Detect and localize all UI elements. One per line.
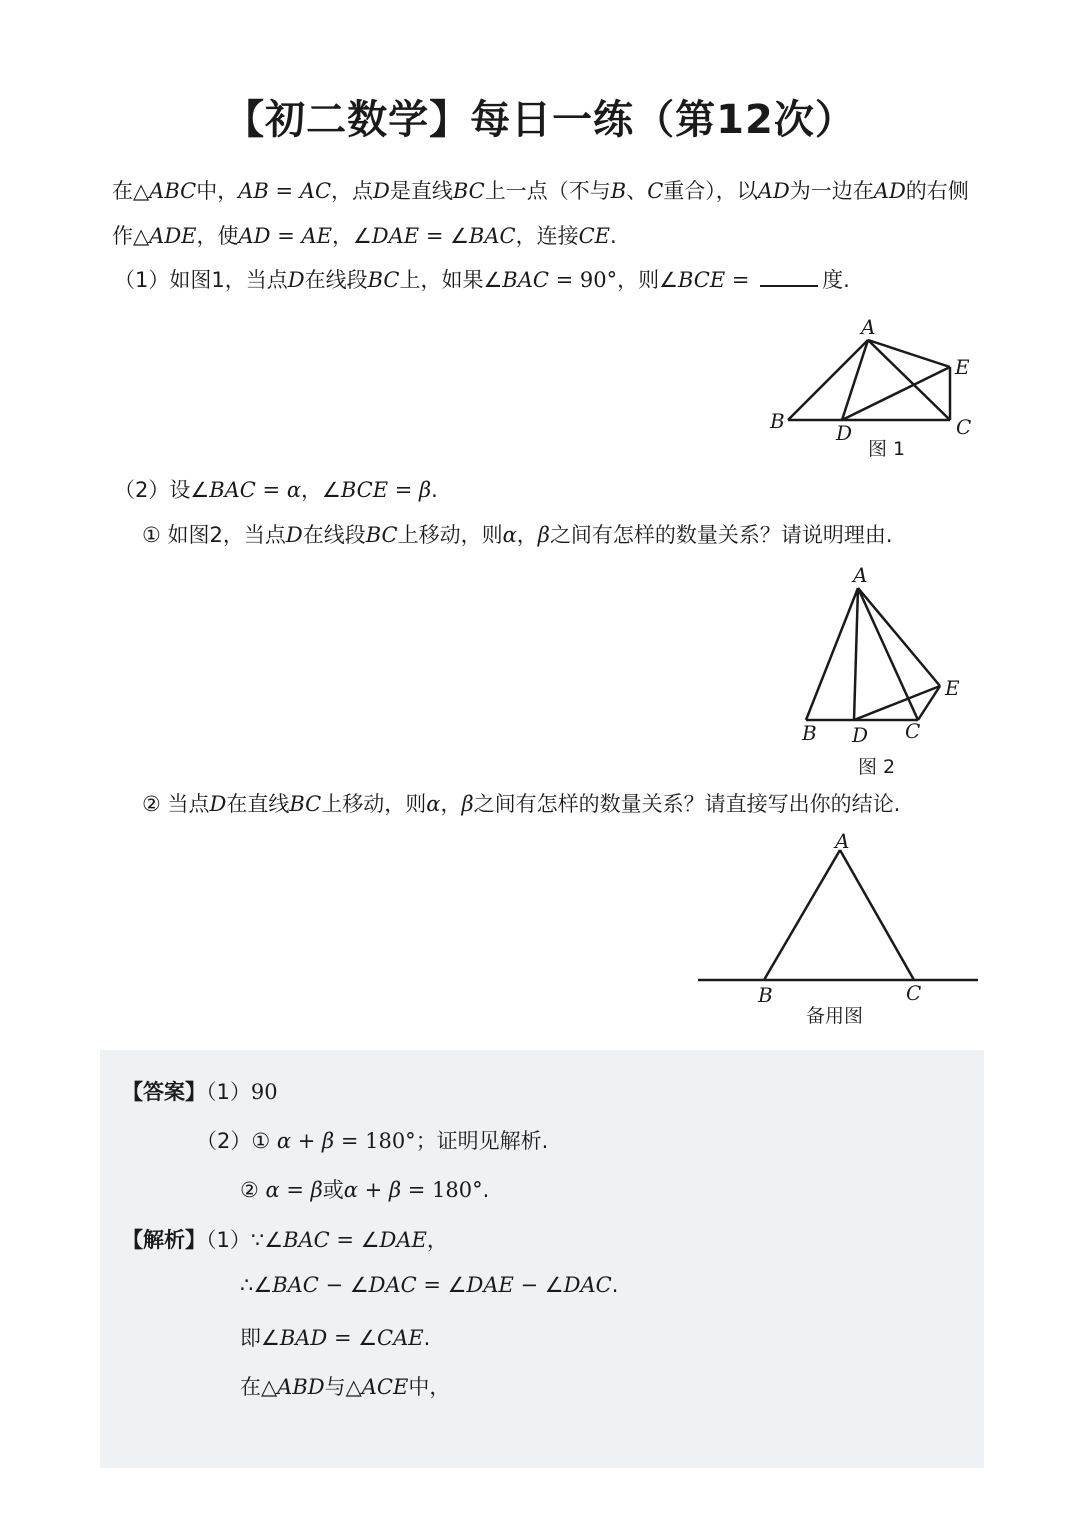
math-symbol: α — [426, 792, 441, 816]
text-segment: . — [423, 1326, 431, 1350]
text-segment: = — [416, 1273, 448, 1297]
text-segment: 上一点（不与 — [484, 179, 611, 203]
point-label-a: A — [835, 829, 850, 853]
math-symbol: D — [285, 523, 303, 547]
text-segment: 在△ — [240, 1375, 278, 1399]
math-symbol: AD — [873, 179, 906, 203]
point-label-b: B — [770, 409, 785, 433]
math-symbol: AD — [238, 224, 271, 248]
math-symbol: DAE — [379, 1228, 427, 1252]
text-segment: （1）如图1，当点 — [114, 268, 288, 292]
text-segment: 在直线 — [226, 792, 290, 816]
text-segment: ∠ — [349, 1273, 369, 1297]
solution-line-1 — [122, 1224, 448, 1254]
point-label-b: B — [758, 983, 773, 1007]
text-segment: 与△ — [324, 1375, 362, 1399]
math-symbol: D — [287, 268, 305, 292]
math-symbol: D — [373, 179, 390, 203]
text-segment: = — [255, 478, 287, 502]
section-tag: 【解析】 — [122, 1228, 206, 1252]
math-symbol: α — [502, 523, 517, 547]
text-segment: 的右侧 — [905, 179, 969, 203]
text-segment: 上移动，则 — [321, 792, 427, 816]
text-segment: 作△ — [112, 224, 150, 248]
text-segment: = — [419, 224, 451, 248]
text-segment: + — [357, 1178, 389, 1202]
text-segment: （2）① — [196, 1129, 277, 1153]
text-segment: ，点 — [331, 179, 374, 203]
text-segment: . — [610, 224, 617, 248]
text-segment: ② 当点 — [142, 792, 210, 816]
math-symbol: BC — [289, 792, 322, 816]
text-segment: 重合），以 — [663, 179, 758, 203]
text-segment: ，使 — [196, 224, 239, 248]
math-symbol: BAC — [283, 1228, 330, 1252]
math-symbol: β — [322, 1129, 335, 1153]
point-label-c: C — [956, 415, 972, 439]
text-segment: = — [279, 1178, 311, 1202]
text-segment: ，∠ — [331, 224, 372, 248]
text-segment: ， — [426, 1228, 448, 1252]
math-symbol: β — [310, 1178, 323, 1202]
figure-2-diagram — [790, 560, 980, 750]
text-segment: . — [431, 478, 438, 502]
text-segment: 上，如果∠ — [399, 268, 503, 292]
figure-2-caption: 图 2 — [858, 756, 896, 778]
question-part-2-2 — [142, 788, 900, 818]
math-symbol: DAC — [368, 1273, 417, 1297]
math-symbol: β — [419, 478, 432, 502]
section-tag: 【答案】 — [122, 1080, 206, 1104]
math-symbol: CAE — [377, 1326, 424, 1350]
text-segment: （1） — [206, 1080, 251, 1104]
point-label-a: A — [861, 315, 876, 339]
text-segment: = 180° — [401, 1178, 483, 1202]
figure-1-caption: 图 1 — [868, 438, 906, 460]
text-segment: 、 — [626, 179, 648, 203]
math-symbol: BAC — [468, 224, 516, 248]
math-symbol: BAC — [209, 478, 256, 502]
text-segment: 是直线 — [389, 179, 453, 203]
text-segment: . — [482, 1178, 490, 1202]
text-segment: ；证明见解析. — [415, 1129, 549, 1153]
text-segment: 度. — [822, 268, 850, 292]
point-label-c: C — [905, 719, 921, 743]
text-segment: ∠ — [450, 224, 469, 248]
text-segment: − — [513, 1273, 545, 1297]
math-symbol: C — [647, 179, 664, 203]
math-symbol: β — [388, 1178, 402, 1202]
math-symbol: BAD — [279, 1326, 328, 1350]
math-symbol: AD — [757, 179, 790, 203]
figure-3 — [696, 826, 980, 1006]
question-part-1 — [114, 264, 850, 294]
text-segment: = — [329, 1228, 361, 1252]
math-symbol: AB — [238, 179, 269, 203]
math-symbol: ACE — [361, 1375, 409, 1399]
math-symbol: BC — [452, 179, 485, 203]
page-title: 【初二数学】每日一练（第12次） — [224, 97, 856, 143]
solution-line-4 — [240, 1371, 450, 1401]
math-symbol: BC — [367, 268, 400, 292]
text-segment: = — [725, 268, 757, 292]
text-segment: ② — [240, 1178, 266, 1202]
figure-3-caption: 备用图 — [806, 1005, 864, 1027]
text-segment: ∠ — [447, 1273, 467, 1297]
text-segment: （2）设∠ — [114, 478, 210, 502]
answer-panel — [100, 1050, 984, 1468]
math-symbol: AC — [299, 179, 332, 203]
text-segment: ∴∠ — [240, 1273, 273, 1297]
math-symbol: BC — [365, 523, 398, 547]
math-symbol: D — [209, 792, 227, 816]
question-part-2 — [114, 474, 438, 504]
text-segment: ， — [516, 523, 538, 547]
text-segment: 上移动，则 — [397, 523, 503, 547]
problem-intro-line-2 — [112, 220, 617, 250]
text-segment: 中， — [408, 1375, 451, 1399]
math-symbol: CE — [578, 224, 610, 248]
math-symbol: AE — [301, 224, 332, 248]
problem-intro-line-1 — [112, 175, 969, 205]
point-label-d: D — [852, 723, 869, 747]
text-segment: ，∠ — [301, 478, 341, 502]
answer-line-1 — [122, 1076, 278, 1106]
math-symbol: β — [537, 523, 550, 547]
math-symbol: BCE — [340, 478, 389, 502]
math-symbol: α — [265, 1178, 280, 1202]
answer-blank — [760, 267, 818, 287]
text-segment: 或 — [322, 1178, 344, 1202]
solution-line-3 — [240, 1322, 430, 1352]
point-label-e: E — [945, 676, 960, 700]
text-segment: − — [318, 1273, 350, 1297]
point-label-a: A — [853, 563, 868, 587]
text-segment: 之间有怎样的数量关系？请直接写出你的结论. — [473, 792, 901, 816]
text-segment: 之间有怎样的数量关系？请说明理由. — [549, 523, 893, 547]
math-symbol: α — [286, 478, 301, 502]
math-symbol: α — [276, 1129, 292, 1153]
text-segment: 为一边在 — [789, 179, 874, 203]
math-symbol: BCE — [677, 268, 726, 292]
math-symbol: B — [610, 179, 627, 203]
text-segment: ， — [440, 792, 462, 816]
text-segment: 在△ — [112, 179, 150, 203]
text-segment: 即∠ — [240, 1326, 280, 1350]
text-segment: = — [268, 179, 300, 203]
math-symbol: ADE — [149, 224, 197, 248]
math-symbol: BAC — [272, 1273, 319, 1297]
text-segment: ，连接 — [515, 224, 579, 248]
math-symbol: DAE — [371, 224, 420, 248]
text-segment: = — [270, 224, 302, 248]
answer-line-2 — [196, 1125, 548, 1155]
text-segment: 中， — [196, 179, 239, 203]
text-segment: ∠ — [544, 1273, 564, 1297]
math-symbol: ABC — [149, 179, 197, 203]
question-part-2-1 — [142, 519, 893, 549]
text-segment: = — [388, 478, 420, 502]
text-segment: . — [611, 1273, 619, 1297]
math-symbol: BAC — [502, 268, 549, 292]
math-symbol: DAC — [563, 1273, 612, 1297]
math-symbol: α — [343, 1178, 358, 1202]
math-symbol: β — [461, 792, 474, 816]
figure-3-diagram — [696, 826, 980, 1006]
text-segment: 90 — [250, 1080, 278, 1104]
solution-line-2 — [240, 1273, 618, 1297]
text-segment: = — [327, 1326, 359, 1350]
text-segment: ∠ — [360, 1228, 380, 1252]
point-label-d: D — [836, 421, 853, 445]
text-segment: 在线段 — [304, 268, 368, 292]
point-label-e: E — [955, 355, 970, 379]
answer-line-3 — [240, 1174, 489, 1204]
text-segment: 在线段 — [302, 523, 366, 547]
text-segment: ① 如图2，当点 — [142, 523, 286, 547]
text-segment: ∠ — [358, 1326, 378, 1350]
point-label-c: C — [906, 981, 922, 1005]
text-segment: = 180° — [334, 1129, 416, 1153]
text-segment: = 90° — [548, 268, 618, 292]
math-symbol: DAE — [466, 1273, 514, 1297]
figure-2 — [790, 560, 980, 750]
math-symbol: ABD — [277, 1375, 325, 1399]
text-segment: ，则∠ — [617, 268, 678, 292]
text-segment: + — [291, 1129, 323, 1153]
point-label-b: B — [802, 721, 817, 745]
text-segment: （1）∵∠ — [206, 1228, 284, 1252]
